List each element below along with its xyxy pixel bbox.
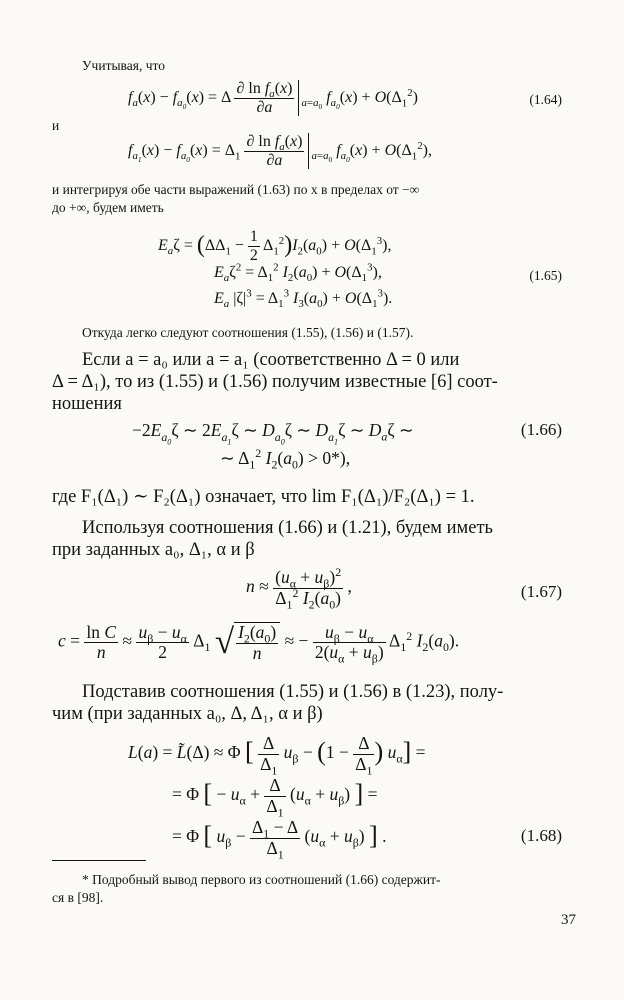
text-line: Δ = Δ₁), то из (1.55) и (1.56) получим известные [6] соот-	[52, 372, 498, 392]
text-line: Используя соотношения (1.66) и (1.21), будем иметь	[82, 518, 493, 538]
text-line: при заданных a₀, Δ₁, α и β	[52, 540, 255, 560]
equation-number: (1.67)	[520, 582, 562, 601]
equation-1-64a: $f_a(x) - f_{a_0}(x) = \Delta$ $\frac{\partial \ln f_a(x)}{\partial a}$ $_{a=a_0}$ $f_{a_0}(x) + O(\Delta_1^2)$	[128, 80, 418, 116]
equation-1-66b: ∼ $\Delta_1^2$ $I_2(a_0) > 0*$),	[220, 446, 351, 472]
text-line: ношения	[52, 394, 122, 414]
equation-1-64b: $f_{a_1}(x) - f_{a_0}(x) = \Delta_1$ $\frac{\partial \ln f_a(x)}{\partial a}$ $_{a=a_0}$ $f_{a_0}(x) + O(\Delta_1^2)$,	[128, 133, 432, 169]
equation-1-65a: $E_a\zeta = (\Delta\Delta_1$ − $\frac{1}{2}$ $\Delta_1^2)I_2(a_0) + O(\Delta_1^3)$,	[158, 228, 392, 264]
equation-number: (1.66)	[520, 420, 562, 439]
page-number: 37	[561, 912, 576, 928]
equation-1-67a: n ≈ $\frac{(u_\alpha + u_\beta)^2}{\Delta_1^2 I_2(a_0)}$ ,	[246, 565, 352, 612]
equation-1-66a: $-2E_{a_0}\zeta$ ∼ $2E_{a_1}\zeta$ ∼ $D_{a_0}\zeta$ ∼ $D_{a_1}\zeta$ ∼ $D_a\zeta$ ∼	[132, 420, 414, 446]
text-line: чим (при заданных a₀, Δ, Δ₁, α и β)	[52, 704, 323, 724]
footnote: ся в [98].	[52, 890, 104, 905]
text-line: и	[52, 118, 60, 133]
equation-1-65c: $E_a$ $|\zeta|^3 = \Delta_1^3$ $I_3(a_0) + O(\Delta_1^3)$.	[214, 287, 393, 311]
equation-1-65b: $E_a\zeta^2 = \Delta_1^2$ $I_2(a_0) + O(\Delta_1^3)$,	[214, 261, 382, 285]
footnote-rule	[52, 860, 146, 861]
text-line: Подставив соотношения (1.55) и (1.56) в (1.23), полу-	[82, 682, 504, 702]
text-line: где F₁(Δ₁) ∼ F₂(Δ₁) означает, что lim F₁(Δ₁)/F₂(Δ₁) = 1.	[52, 487, 475, 507]
equation-number: (1.64)	[529, 92, 562, 107]
text-line: до +∞, будем иметь	[52, 200, 164, 215]
equation-number: (1.68)	[520, 826, 562, 845]
footnote: * Подробный вывод первого из соотношений (1.66) содержит-	[82, 872, 441, 887]
text-line: и интегрируя обе части выражений (1.63) по x в пределах от −∞	[52, 182, 420, 197]
equation-1-68c: = Φ [ $u_\beta$ − $\frac{\Delta_1 - \Delta}{\Delta_1}$ $(u_\alpha + u_\beta)$ ] .	[172, 817, 387, 862]
equation-number: (1.65)	[529, 268, 562, 283]
text-line: Учитывая, что	[82, 58, 165, 73]
equation-1-68a: L(a) = L̃(Δ) ≈ Φ [ $\frac{\Delta}{\Delta_1}$ $u_\beta - (1$ − $\frac{\Delta}{\Delta_1}$ ) $u_\alpha$] =	[128, 733, 426, 778]
text-line: Если a = a₀ или a = a₁ (соответственно Δ = 0 или	[82, 350, 460, 370]
equation-1-67b: c = $\frac{\text{ln C}}{n}$ ≈ $\frac{u_\beta - u_\alpha}{2}$ $\Delta_1$ √ $\frac{I_2(a_0)}{n}$ ≈ − $\frac{u_\beta - u_\alpha}{2(u_\alpha + u_\beta)}$ $\Delta_1^2$ $I_2(a_0)$.	[58, 621, 460, 666]
text-line: Откуда легко следуют соотношения (1.55), (1.56) и (1.57).	[82, 325, 414, 340]
equation-1-68b: = Φ [ − $u_\alpha$ + $\frac{\Delta}{\Delta_1}$ $(u_\alpha + u_\beta)$ ] =	[172, 775, 378, 820]
